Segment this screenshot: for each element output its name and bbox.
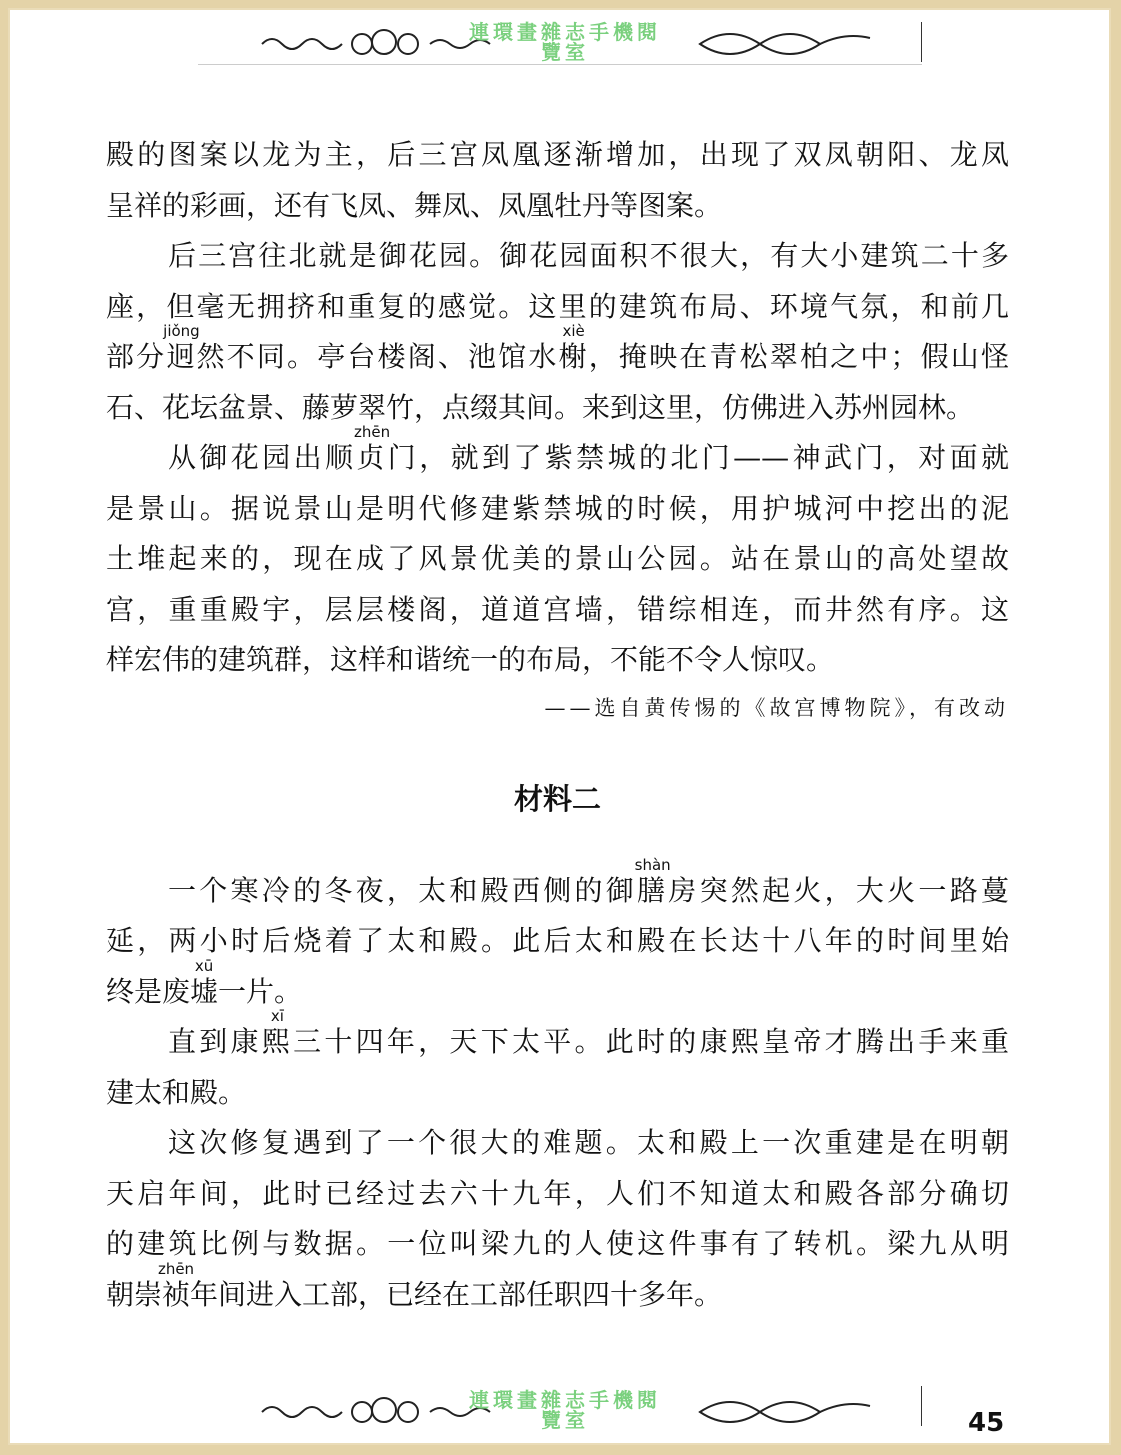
- annotated-char: [163, 322, 200, 373]
- header-banner-line2: 覽室: [541, 40, 589, 64]
- text-line: [106, 1007, 1009, 1068]
- annotated-char: [354, 423, 391, 474]
- text-run: 从御花园出顺: [168, 441, 357, 474]
- pinyin: jiǒng: [163, 322, 200, 340]
- source-citation: ——选自黄传惕的《故宫博物院》，有改动: [544, 695, 1009, 720]
- footer-banner-line2: 覽室: [541, 1408, 589, 1432]
- pinyin: shàn: [634, 855, 671, 874]
- annotated-char: [157, 1259, 195, 1311]
- text-line: 殿的图案以龙为主，后三宫凤凰逐渐增加，出现了双凤朝阳、龙凤: [106, 138, 1009, 171]
- char: 膳: [637, 873, 669, 907]
- text-run: 部分: [106, 340, 167, 373]
- text-line: 宫，重重殿宇，层层楼阁，道道宫墙，错综相连，而井然有序。这: [106, 592, 1009, 626]
- text-line: 呈祥的彩画，还有飞凤、舞凤、凤凰牡丹等图案。: [106, 188, 723, 222]
- text-line: [106, 322, 1009, 383]
- pinyin: xiè: [562, 322, 585, 340]
- annotated-char: [558, 322, 589, 373]
- text-line: 延，两小时后烧着了太和殿。此后太和殿在长达十八年的时间里始: [106, 924, 1009, 957]
- text-run: 朝崇: [106, 1277, 163, 1311]
- char: 墟: [190, 974, 219, 1008]
- char: 迥: [166, 340, 197, 373]
- text-run: ，掩映在青松翠柏之中；假山怪: [588, 340, 1009, 373]
- annotated-char: [634, 855, 671, 907]
- footer-banner: [400, 1390, 730, 1430]
- text-run: 房突然起火，大火一路蔓: [668, 873, 1009, 907]
- text-line: 是景山。据说景山是明代修建紫禁城的时候，用护城河中挖出的泥: [106, 491, 1009, 525]
- text-line: 的建筑比例与数据。一位叫梁九的人使这件事有了转机。梁九从明: [106, 1227, 1009, 1260]
- footer-banner-line1: 連環畫雜志手機閱: [469, 1388, 661, 1412]
- annotated-char: [190, 956, 219, 1008]
- text-line: 石、花坛盆景、藤萝翠竹，点缀其间。来到这里，仿佛进入苏州园林。: [106, 390, 975, 424]
- page-number: 45: [968, 1408, 1005, 1438]
- text-run: 直到康: [168, 1025, 262, 1058]
- pinyin: xū: [194, 956, 214, 975]
- vine-left-icon: [262, 1407, 342, 1417]
- char: 熙: [261, 1025, 294, 1058]
- text-line: 土堆起来的，现在成了风景优美的景山公园。站在景山的高处望故: [106, 542, 1009, 575]
- pinyin: zhēn: [354, 423, 391, 441]
- page-content: [106, 130, 1009, 1320]
- text-run: 一片。: [218, 974, 303, 1008]
- footer-divider: [921, 1386, 922, 1426]
- text-line: 样宏伟的建筑群，这样和谐统一的布局，不能不令人惊叹。: [106, 643, 835, 676]
- header-rule: [198, 64, 922, 65]
- text-run: 门，就到了紫禁城的北门——神武门，对面就: [387, 441, 1009, 474]
- header-banner: [400, 22, 730, 62]
- text-line: 天启年间，此时已经过去六十九年，人们不知道太和殿各部分确切: [106, 1176, 1009, 1210]
- text-line: [106, 1259, 1009, 1321]
- header-divider: [921, 22, 922, 62]
- text-run: 年间进入工部，已经在工部任职四十多年。: [190, 1277, 723, 1311]
- text-run: 三十四年，天下太平。此时的康熙皇帝才腾出手来重: [293, 1025, 1009, 1058]
- section-heading: 材料二: [513, 781, 601, 816]
- text-line: 建太和殿。: [106, 1075, 247, 1109]
- text-run: 一个寒冷的冬夜，太和殿西侧的御: [168, 873, 638, 907]
- pinyin: xī: [270, 1007, 284, 1025]
- header-banner-line1: 連環畫雜志手機閱: [469, 20, 661, 44]
- pinyin: zhēn: [157, 1259, 195, 1278]
- annotated-char: [261, 1007, 294, 1058]
- text-line: [106, 956, 1009, 1018]
- char: 贞: [356, 441, 388, 474]
- text-line: 后三宫往北就是御花园。御花园面积不很大，有大小建筑二十多: [168, 239, 1009, 272]
- char: 榭: [558, 340, 589, 373]
- text-run: 然不同。亭台楼阁、池馆水: [196, 340, 559, 373]
- text-line: [106, 423, 1009, 484]
- text-line: [106, 855, 1009, 917]
- text-line: 座，但毫无拥挤和重复的感觉。这里的建筑布局、环境气氛，和前几: [106, 289, 1009, 323]
- vine-left-icon: [262, 39, 342, 49]
- text-run: 终是废: [106, 974, 191, 1008]
- char: 祯: [162, 1277, 191, 1311]
- text-line: 这次修复遇到了一个很大的难题。太和殿上一次重建是在明朝: [168, 1126, 1009, 1159]
